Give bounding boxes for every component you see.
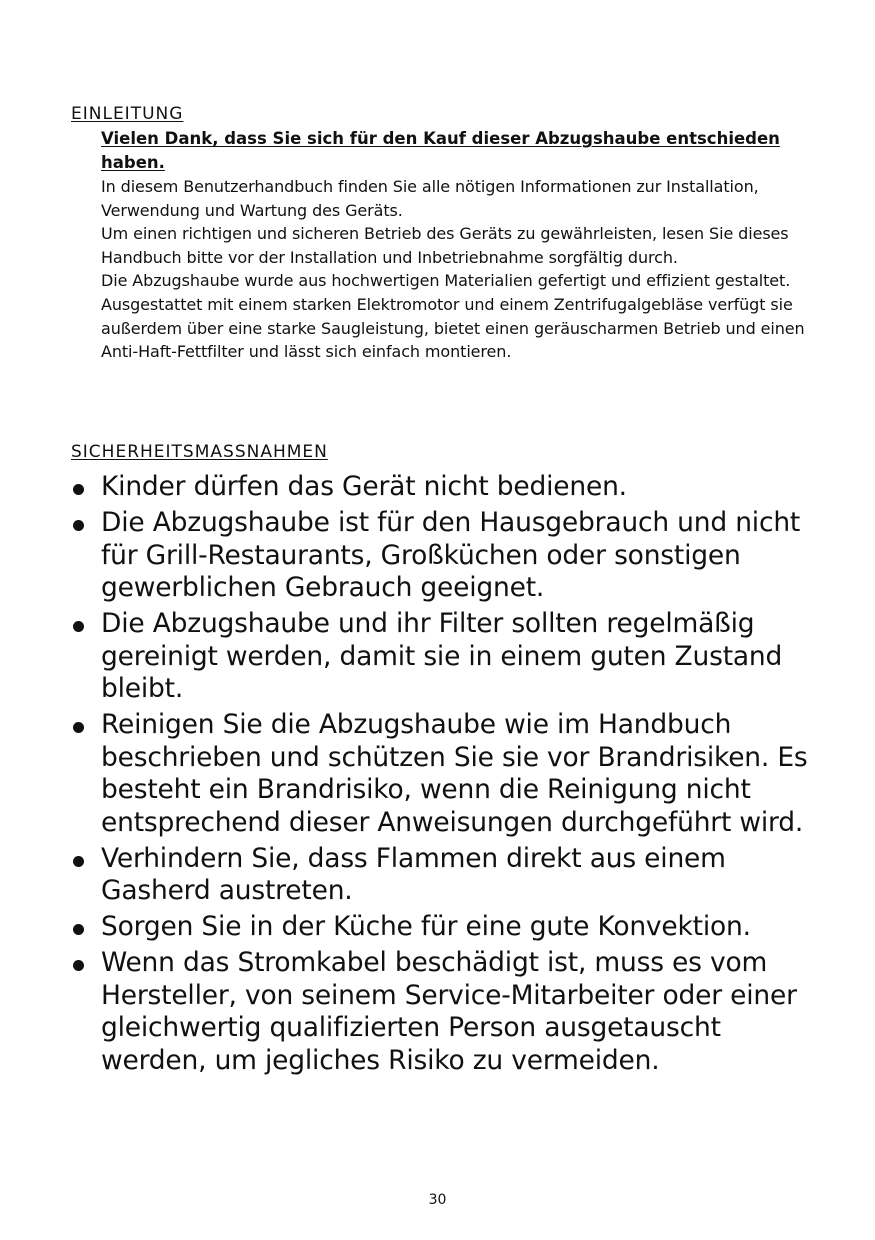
intro-paragraph-features: Die Abzugshaube wurde aus hochwertigen Materialien gefertigt und effizient gestaltet. Ausgestattet mit einem starken Elektromotor und einem Zentrifugalgebläse verfügt sie außerdem über eine starke Saugleistung, bietet einen geräuscharmen Betrieb und einen Anti-Haft-Fettfilter und lässt sich einfach montieren.	[101, 271, 805, 362]
safety-item-text: Wenn das Stromkabel beschädigt ist, muss es vom Hersteller, von seinem Service-Mitarbeiter oder einer gleichwertig qualifizierten Person ausgetauscht werden, um jegliches Risiko zu vermeiden.	[101, 947, 797, 1076]
bullet-icon	[73, 621, 84, 632]
safety-item-text: Reinigen Sie die Abzugshaube wie im Handbuch beschrieben und schützen Sie sie vor Brandrisiken. Es besteht ein Brandrisiko, wenn die Reinigung nicht entsprechend dieser Anweisungen durchgeführt wird.	[101, 709, 808, 838]
bullet-icon	[73, 960, 84, 971]
bullet-icon	[73, 520, 84, 531]
safety-item	[71, 507, 816, 605]
safety-item	[71, 608, 816, 706]
bullet-icon	[73, 856, 84, 867]
safety-item-text: Verhindern Sie, dass Flammen direkt aus einem Gasherd austreten.	[101, 842, 726, 906]
intro-paragraph-read-first: Um einen richtigen und sicheren Betrieb des Geräts zu gewährleisten, lesen Sie dieses Handbuch bitte vor der Installation und Inbetriebnahme sorgfältig durch.	[101, 224, 789, 267]
safety-item	[71, 709, 816, 839]
safety-item-text: Die Abzugshaube ist für den Hausgebrauch und nicht für Grill-Restaurants, Großküchen oder sonstigen gewerblichen Gebrauch geeignet.	[101, 507, 801, 603]
safety-item-text: Die Abzugshaube und ihr Filter sollten regelmäßig gereinigt werden, damit sie in einem guten Zustand bleibt.	[101, 608, 783, 704]
safety-item	[71, 911, 816, 944]
safety-item-text: Sorgen Sie in der Küche für eine gute Konvektion.	[101, 911, 751, 942]
safety-item	[71, 471, 816, 504]
bullet-icon	[73, 484, 84, 495]
safety-item-text: Kinder dürfen das Gerät nicht bedienen.	[101, 471, 627, 502]
bullet-icon	[73, 722, 84, 733]
intro-paragraph-handbook: In diesem Benutzerhandbuch finden Sie alle nötigen Informationen zur Installation, Verwendung und Wartung des Geräts.	[101, 177, 759, 220]
safety-list	[71, 471, 816, 1081]
intro-heading: EINLEITUNG	[71, 104, 184, 124]
safety-item	[71, 947, 816, 1077]
safety-heading: SICHERHEITSMASSNAHMEN	[71, 442, 328, 462]
intro-section	[101, 127, 813, 364]
page-number: 30	[428, 1192, 447, 1208]
thank-you-note: Vielen Dank, dass Sie sich für den Kauf dieser Abzugshaube entschieden haben.	[101, 129, 780, 172]
bullet-icon	[73, 924, 84, 935]
safety-item	[71, 843, 816, 908]
